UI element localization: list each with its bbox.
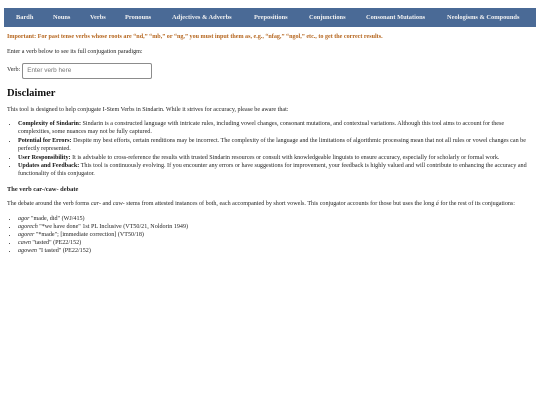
debate-text: stems from attested instances of both, each accompanied by short vowels. This conjugator accounts for those but uses the long — [124, 201, 436, 208]
verb-label: Verb: — [7, 66, 21, 73]
attestation-item — [18, 240, 533, 248]
nav-item-adjectives-adverbs[interactable]: Adjectives & Adverbs — [172, 14, 232, 21]
nav-item-pronouns[interactable]: Pronouns — [125, 14, 152, 21]
nav-item-prepositions[interactable]: Prepositions — [254, 14, 288, 21]
nav-item-consonant-mutations[interactable]: Consonant Mutations — [366, 14, 426, 21]
long-a: á — [435, 201, 439, 208]
attested-gloss: "*made"; [immediate correction] (VT50/18) — [34, 232, 144, 239]
point-title: Updates and Feedback: — [18, 163, 80, 170]
attested-form: agowen — [18, 247, 37, 254]
main-navbar — [4, 8, 536, 27]
attestation-item — [18, 216, 533, 224]
disclaimer-point — [18, 138, 533, 154]
debate-text: and — [100, 201, 113, 208]
point-text: It is advisable to cross-reference the results with trusted Sindarin resources or consult with knowledgeable linguists to ensure accuracy, especially for scholarly or formal work. — [70, 154, 500, 161]
past-tense-notice: Important: For past tense verbs whose roots are “nd,” “mb,” or “ng,” you must input them as, e.g., “nfag,” “ngol,” etc., to get the correct results. — [7, 34, 383, 40]
disclaimer-intro: This tool is designed to help conjugate I-Stem Verbs in Sindarin. While it strives for accuracy, please be aware that: — [7, 107, 289, 114]
verb-form — [7, 63, 533, 79]
attestation-item — [18, 224, 533, 232]
nav-item-neologisms-compounds[interactable]: Neologisms & Compounds — [447, 14, 520, 21]
point-text: Despite my best efforts, certain renditions may be incorrect. The complexity of the language and the limitations of algorithmic processing mean that not all rules or vowel changes can be perfectly represented. — [18, 138, 526, 152]
verb-car: car- — [90, 201, 101, 208]
debate-heading: The verb car-/caw- debate — [7, 185, 79, 193]
attestation-item — [18, 232, 533, 240]
attested-form: cawn — [18, 240, 31, 246]
attestation-item — [18, 248, 533, 256]
debate-text: for the rest of its conjugations: — [438, 201, 516, 208]
debate-text: The debate around the verb forms — [7, 201, 91, 208]
verb-prompt: Enter a verb below to see its full conjugation paradigm: — [7, 48, 143, 55]
debate-paragraph — [7, 201, 533, 209]
verb-caw: caw- — [112, 201, 125, 208]
verb-input[interactable] — [22, 63, 152, 79]
attested-gloss: "I tasted" (PE22/152) — [36, 247, 91, 254]
attested-gloss: "made, did" (WJ/415) — [29, 216, 85, 223]
attestation-list — [7, 216, 533, 256]
point-title: Complexity of Sindarin: — [18, 121, 81, 128]
disclaimer-list — [7, 121, 533, 179]
attested-gloss: "*we have done" 1st PL Inclusive (VT50/21, Noldorin 1949) — [37, 224, 189, 231]
attested-form: agor — [18, 216, 30, 223]
disclaimer-point — [18, 121, 533, 137]
point-title: User Responsibility: — [18, 154, 71, 161]
attested-gloss: "tasted" (PE22/152) — [30, 240, 82, 246]
disclaimer-point — [18, 155, 533, 163]
attested-form: agorech — [18, 224, 38, 231]
disclaimer-point — [18, 163, 533, 179]
disclaimer-heading: Disclaimer — [7, 87, 56, 99]
nav-item-nouns[interactable]: Nouns — [53, 14, 71, 21]
point-text: Sindarin is a constructed language with intricate rules, including vowel changes, consonant mutations, and contextual variations. Although this tool aims to account for these complexities, some nuances may not be fully captured. — [18, 121, 505, 136]
nav-item-bardh[interactable]: Bardh — [16, 14, 34, 21]
nav-item-verbs[interactable]: Verbs — [90, 14, 106, 21]
point-title: Potential for Errors: — [18, 138, 72, 144]
nav-item-conjunctions[interactable]: Conjunctions — [309, 14, 346, 21]
main-content — [7, 34, 533, 256]
attested-form: agorer — [18, 232, 35, 239]
point-text: This tool is continuously evolving. If you encounter any errors or have suggestions for improvement, your feedback is highly valued and will contribute to enhancing the accuracy and functionality of this conjugator. — [18, 163, 527, 178]
